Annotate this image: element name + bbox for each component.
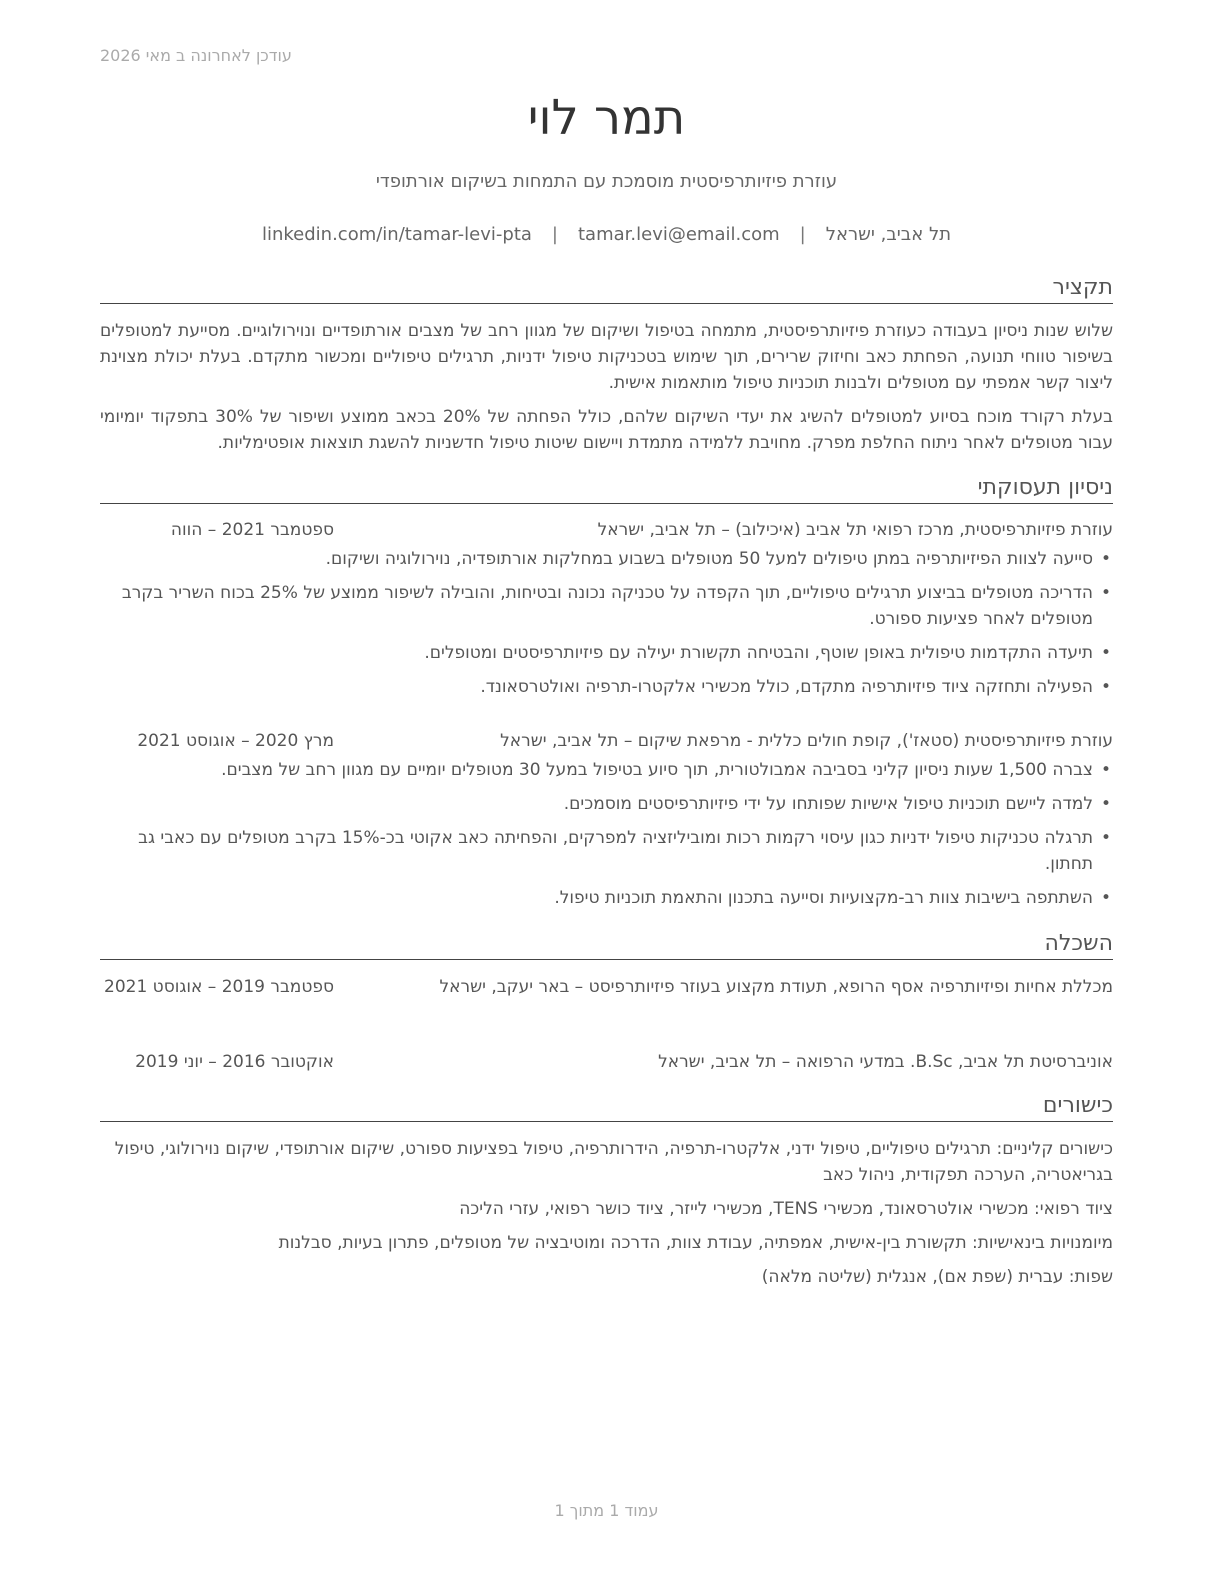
- experience-job: [100, 728, 1113, 919]
- experience-job: [100, 517, 1113, 708]
- list-item: • הדריכה מטופלים בביצוע תרגילים טיפוליים, תוך הקפדה על טכניקה נכונה ובטיחות, והובילה לשיפור ממוצע של 25% בכוח השריר בקרב מטופלים לאחר פציעות ספורט.: [100, 580, 1113, 632]
- section-title-experience: ניסיון תעסוקתי: [100, 474, 1113, 504]
- skills-section: [100, 1136, 1113, 1298]
- education-item: [100, 974, 1113, 1000]
- candidate-headline: עוזרת פיזיותרפיסטית מוסמכת עם התמחות בשיקום אורתופדי: [375, 171, 838, 192]
- summary-paragraph: בעלת רקורד מוכח בסיוע למטופלים להשיג את יעדי השיקום שלהם, כולל הפחתה של 20% בכאב ממוצע ושיפור של 30% בתפקוד יומיומי עבור מטופלים לאחר ניתוח החלפת מפרק. מחויבת ללמידה מתמדת ויישום שיטות טיפול חדשניות להשגת תוצאות אופטימליות.: [100, 407, 1113, 453]
- contact-email[interactable]: tamar.levi@email.com: [578, 224, 780, 245]
- list-item: • צברה 1,500 שעות ניסיון קליני בסביבה אמבולטורית, תוך סיוע בטיפול במעל 30 מטופלים יומיים עם מגוון רחב של מצבים.: [100, 757, 1113, 783]
- resume-page: [100, 0, 1113, 1584]
- contact-line: [100, 222, 1113, 248]
- job-header: [100, 728, 1113, 754]
- list-item: • השתתפה בישיבות צוות רב-מקצועיות וסייעה בתכנון והתאמת תוכניות טיפול.: [100, 885, 1113, 911]
- contact-linkedin[interactable]: linkedin.com/in/tamar-levi-pta: [261, 224, 532, 245]
- education-title: מכללת אחיות ופיזיותרפיה אסף הרופא, תעודת מקצוע בעוזר פיזיותרפיסט – באר יעקב, ישראל: [439, 977, 1113, 997]
- section-title-summary: תקציר: [100, 274, 1113, 304]
- section-title-skills: כישורים: [100, 1092, 1113, 1122]
- list-item: • סייעה לצוות הפיזיותרפיה במתן טיפולים למעל 50 מטופלים בשבוע במחלקות אורתופדיה, נוירולוגיה ושיקום.: [100, 546, 1113, 572]
- job-bullets: [100, 757, 1113, 911]
- job-title: עוזרת פיזיותרפיסטית (סטאז'), קופת חולים כללית - מרפאת שיקום – תל אביב, ישראל: [500, 731, 1113, 751]
- contact-location: תל אביב, ישראל: [825, 224, 952, 245]
- education-item: [100, 1049, 1113, 1075]
- list-item: • תיעדה התקדמות טיפולית באופן שוטף, והבטיחה תקשורת יעילה עם פיזיותרפיסטים ומטופלים.: [100, 640, 1113, 666]
- contact-separator: |: [799, 224, 806, 245]
- education-date: ספטמבר 2019 – אוגוסט 2021: [104, 977, 334, 997]
- skill-line: מיומנויות בינאישיות: תקשורת בין-אישית, אמפתיה, עבודת צוות, הדרכה ומוטיבציה של מטופלים, פתרון בעיות, סבלנות: [278, 1233, 1113, 1253]
- summary-section: [100, 318, 1113, 464]
- list-item: • למדה ליישם תוכניות טיפול אישיות שפותחו על ידי פיזיותרפיסטים מוסמכים.: [100, 791, 1113, 817]
- summary-paragraph: שלוש שנות ניסיון בעבודה כעוזרת פיזיותרפיסטית, מתמחה בטיפול ושיקום של מגוון רחב של מצבים אורתופדיים ונוירולוגיים. מסייעת למטופלים בשיפור טווחי תנועה, הפחתת כאב וחיזוק שרירים, תוך שימוש בטכניקות טיפול ידניות, תרגילים טיפוליים ומכשור מתקדם. בעלת יכולת מצוינת ליצור קשר אמפתי עם מטופלים ולבנות תוכניות טיפול מותאמות אישית.: [100, 321, 1113, 393]
- job-date: ספטמבר 2021 – הווה: [170, 520, 334, 540]
- education-row: [100, 1049, 1113, 1075]
- skill-line: כישורים קליניים: תרגילים טיפוליים, טיפול ידני, אלקטרו-תרפיה, הידרותרפיה, טיפול בפציעות ספורט, שיקום אורתופדי, שיקום נוירולוגי, טיפול בגריאטריה, הערכה תפקודית, ניהול כאב: [114, 1139, 1113, 1185]
- skill-line: שפות: עברית (שפת אם), אנגלית (שליטה מלאה): [761, 1267, 1113, 1287]
- list-item: • הפעילה ותחזקה ציוד פיזיותרפיה מתקדם, כולל מכשירי אלקטרו-תרפיה ואולטרסאונד.: [100, 674, 1113, 700]
- job-header: [100, 517, 1113, 543]
- job-bullets: [100, 546, 1113, 700]
- education-title: אוניברסיטת תל אביב, B.Sc. במדעי הרפואה – תל אביב, ישראל: [658, 1052, 1113, 1072]
- education-row: [100, 974, 1113, 1000]
- section-title-education: השכלה: [100, 930, 1113, 960]
- contact-separator: |: [551, 224, 558, 245]
- job-title: עוזרת פיזיותרפיסטית, מרכז רפואי תל אביב (איכילוב) – תל אביב, ישראל: [597, 520, 1113, 540]
- skill-line: ציוד רפואי: מכשירי אולטרסאונד, מכשירי TENS, מכשירי לייזר, ציוד כושר רפואי, עזרי הליכה: [459, 1199, 1113, 1219]
- page-number: עמוד 1 מתוך 1: [554, 1501, 659, 1520]
- last-updated: עודכן לאחרונה ב מאי 2026: [100, 46, 292, 65]
- list-item: • תרגלה טכניקות טיפול ידניות כגון עיסוי רקמות רכות ומוביליזציה למפרקים, והפחיתה כאב אקוטי בכ-15% בקרב מטופלים עם כאבי גב תחתון.: [100, 825, 1113, 877]
- job-date: מרץ 2020 – אוגוסט 2021: [137, 731, 334, 751]
- education-date: אוקטובר 2016 – יוני 2019: [135, 1052, 334, 1072]
- candidate-name: תמר לוי: [527, 90, 686, 146]
